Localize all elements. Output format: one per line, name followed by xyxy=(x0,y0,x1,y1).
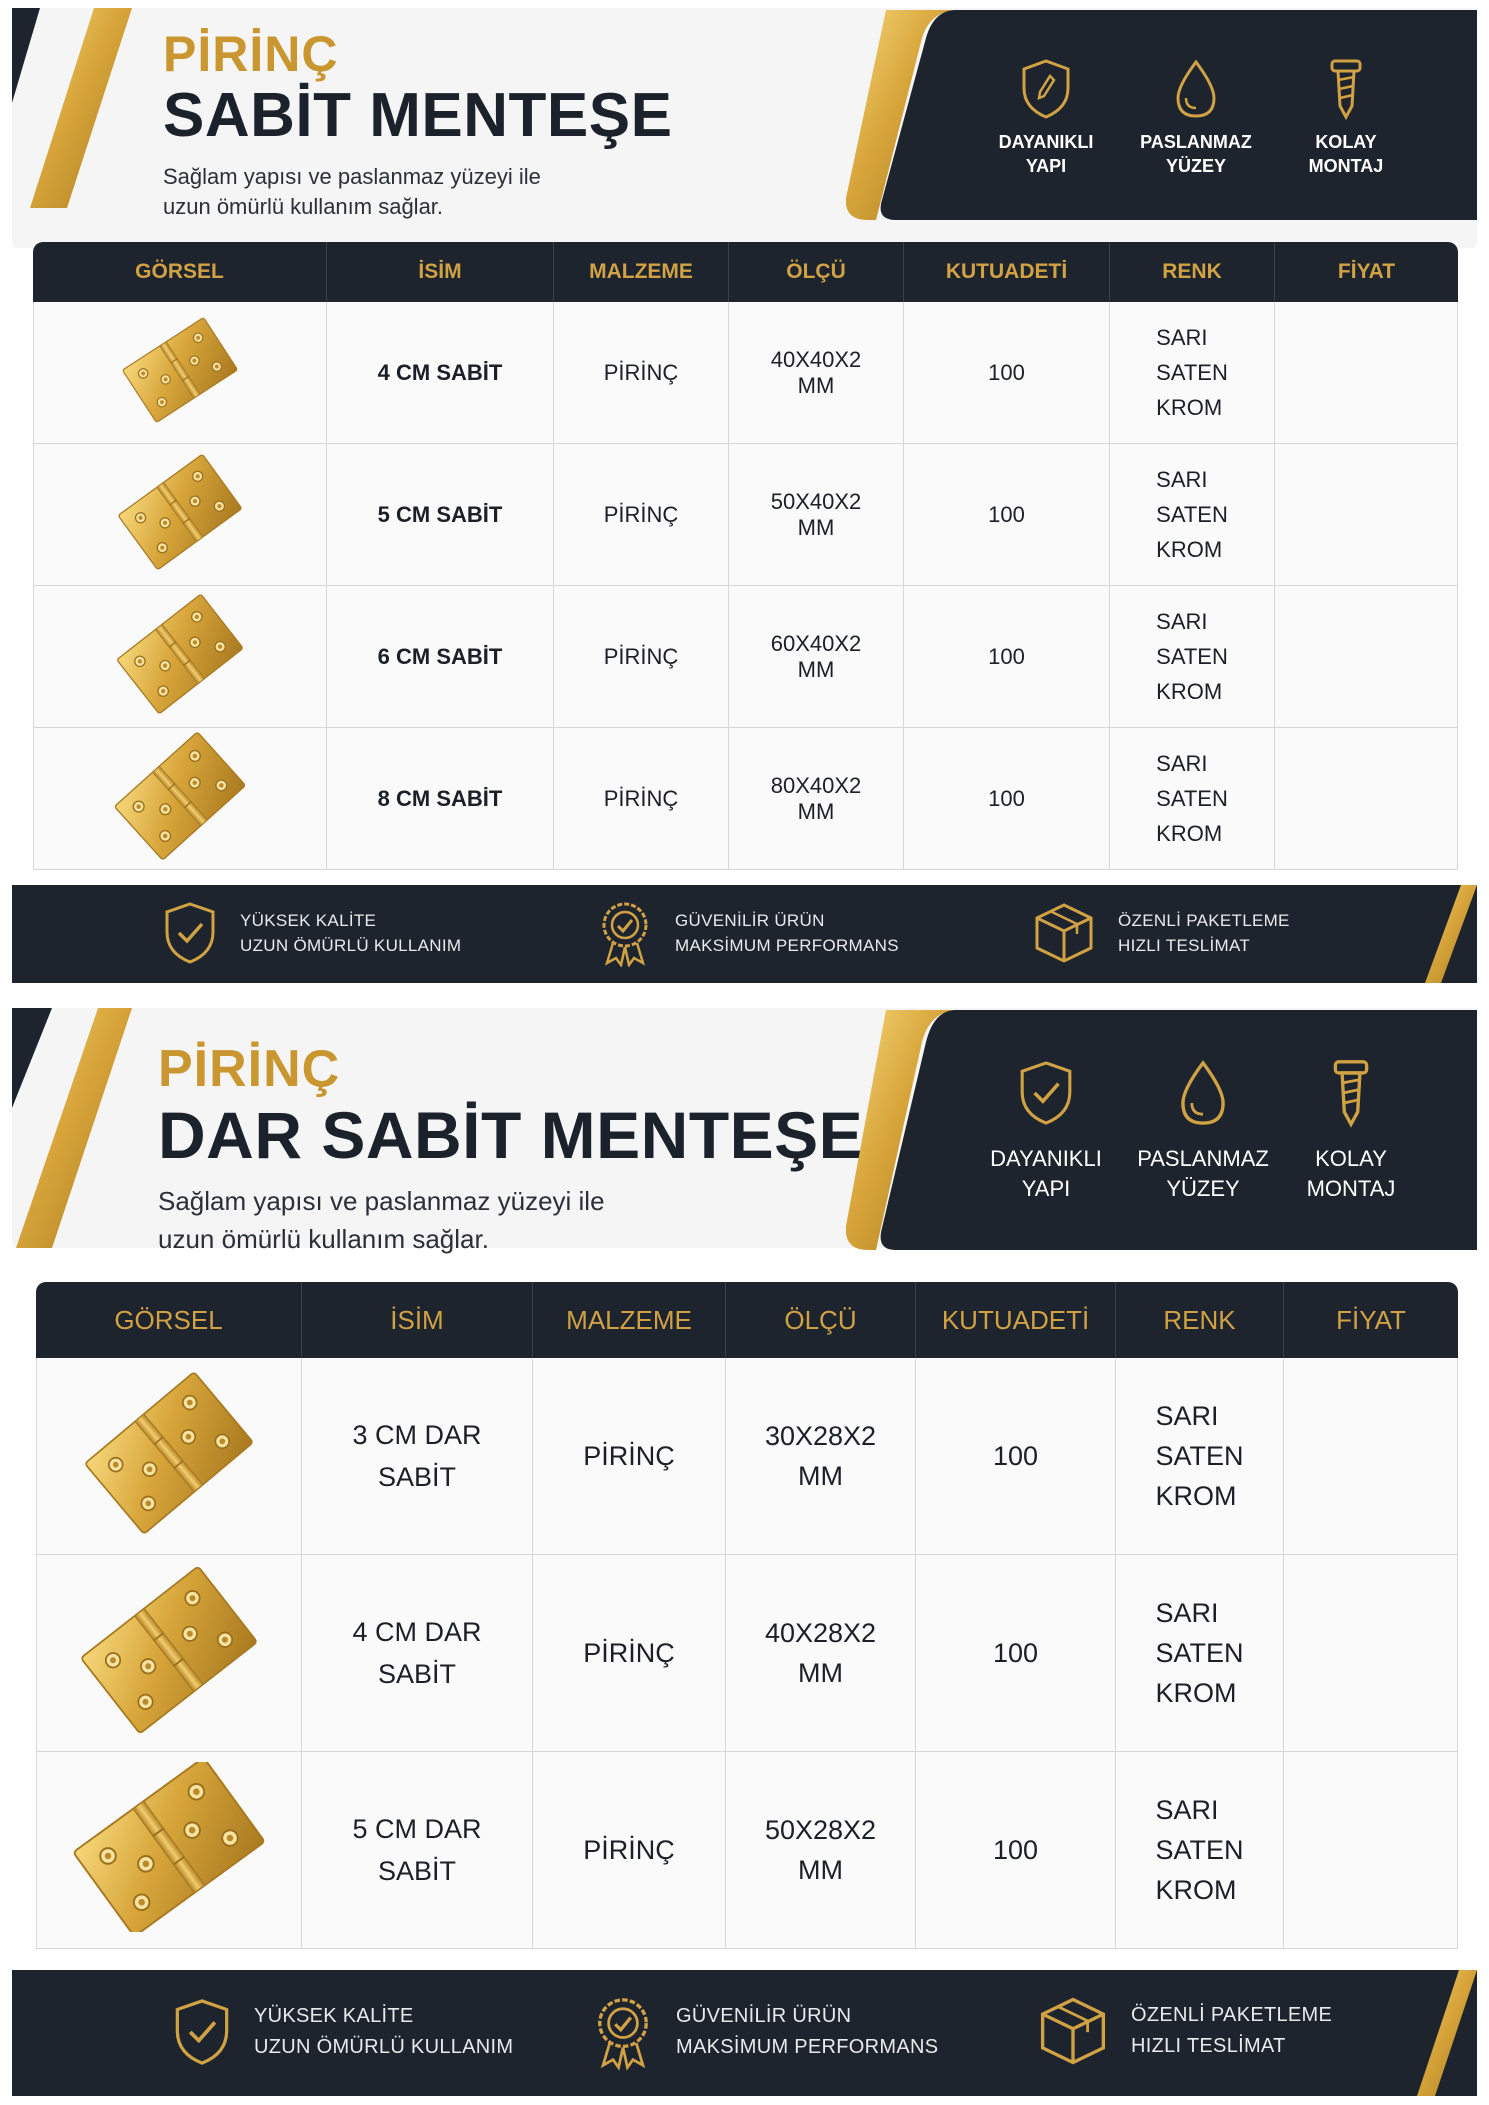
subtitle-line-2: uzun ömürlü kullanım sağlar. xyxy=(163,194,444,219)
product-section-2 xyxy=(0,1000,1489,2105)
product-name: 6 CM SABİT xyxy=(327,586,554,728)
size-line-1: 40X28X2 xyxy=(764,1618,877,1648)
product-material: PİRİNÇ xyxy=(554,586,729,728)
table-header-row xyxy=(36,1282,1458,1358)
bottom-feature-packaging-line1: ÖZENLİ PAKETLEME xyxy=(1131,2004,1333,2026)
header-image: GÖRSEL xyxy=(36,1282,302,1358)
product-price xyxy=(1284,1358,1458,1555)
size-line-1: 30X28X2 xyxy=(764,1421,877,1451)
brass-hinge-image xyxy=(80,310,280,430)
screw-icon xyxy=(1322,1058,1380,1128)
product-colors xyxy=(1116,1358,1284,1555)
color-option: KROM xyxy=(1156,537,1223,562)
brass-hinge-image xyxy=(59,1762,279,1932)
feature-stainless xyxy=(1126,58,1266,178)
page-title: DAR SABİT MENTEŞE xyxy=(158,1098,864,1172)
product-material: PİRİNÇ xyxy=(533,1555,726,1752)
header-name: İSİM xyxy=(327,242,554,302)
header-box-qty: KUTUADETİ xyxy=(916,1282,1116,1358)
product-size xyxy=(726,1752,916,1949)
bottom-features-bar xyxy=(12,1970,1477,2096)
bottom-feature-reliable xyxy=(592,1992,938,2072)
color-option: SARI xyxy=(1155,1598,1219,1628)
brass-hinge-image xyxy=(59,1368,279,1538)
size-line-2: MM xyxy=(798,1855,843,1885)
subtitle xyxy=(163,162,672,222)
shield-check-icon xyxy=(1017,1058,1075,1128)
product-image-cell xyxy=(33,586,327,728)
product-image-cell xyxy=(36,1752,302,1949)
bottom-feature-reliable xyxy=(597,899,899,967)
header-color: RENK xyxy=(1110,242,1275,302)
bottom-feature-reliable-line2: MAKSİMUM PERFORMANS xyxy=(675,936,899,955)
color-option: SATEN xyxy=(1156,644,1228,669)
product-colors xyxy=(1110,728,1275,870)
product-name xyxy=(302,1555,533,1752)
color-option: SATEN xyxy=(1156,360,1228,385)
bottom-feature-reliable-line2: MAKSİMUM PERFORMANS xyxy=(676,2036,939,2058)
color-option: SARI xyxy=(1156,325,1208,350)
product-price xyxy=(1284,1752,1458,1949)
product-colors xyxy=(1110,586,1275,728)
product-name: 5 CM SABİT xyxy=(327,444,554,586)
product-box-qty: 100 xyxy=(916,1555,1116,1752)
subtitle-line-1: Sağlam yapısı ve paslanmaz yüzeyi ile xyxy=(158,1186,605,1216)
feature-durable-line2: YAPI xyxy=(1021,1176,1071,1201)
product-colors xyxy=(1116,1752,1284,1949)
screw-icon xyxy=(1320,58,1372,120)
kicker-text: PİRİNÇ xyxy=(158,1040,341,1098)
subtitle-line-2: uzun ömürlü kullanım sağlar. xyxy=(158,1224,489,1254)
table-row xyxy=(36,1752,1458,1949)
size-line-1: 80X40X2 xyxy=(770,772,862,798)
header-material: MALZEME xyxy=(554,242,729,302)
name-line-1: 5 CM DAR xyxy=(352,1814,482,1844)
product-image-cell xyxy=(33,444,327,586)
size-line-1: 50X40X2 xyxy=(770,488,862,514)
feature-durable-line1: DAYANIKLI xyxy=(990,1146,1102,1171)
product-image-cell xyxy=(36,1555,302,1752)
product-material: PİRİNÇ xyxy=(533,1358,726,1555)
product-image-cell xyxy=(36,1358,302,1555)
product-box-qty: 100 xyxy=(904,728,1110,870)
water-drop-icon xyxy=(1170,58,1222,120)
feature-easy-mount-line1: KOLAY xyxy=(1315,132,1377,152)
page-title: SABİT MENTEŞE xyxy=(163,81,673,150)
bottom-feature-quality-line1: YÜKSEK KALİTE xyxy=(240,911,377,930)
color-option: KROM xyxy=(1156,821,1223,846)
product-name xyxy=(302,1358,533,1555)
color-option: SATEN xyxy=(1155,1441,1244,1471)
product-size xyxy=(729,728,904,870)
product-price xyxy=(1275,728,1458,870)
feature-panel xyxy=(846,8,1477,222)
product-price xyxy=(1275,302,1458,444)
shield-check-icon xyxy=(162,901,218,965)
bottom-feature-reliable-line1: GÜVENİLİR ÜRÜN xyxy=(676,2005,852,2027)
color-option: SARI xyxy=(1156,609,1208,634)
feature-stainless-line1: PASLANMAZ xyxy=(1137,1146,1269,1171)
size-line-2: MM xyxy=(797,656,835,682)
hero-title-block xyxy=(163,26,672,222)
bottom-feature-quality xyxy=(162,901,461,965)
color-option: SARI xyxy=(1156,751,1208,776)
feature-easy-mount xyxy=(1286,58,1406,178)
header-price: FİYAT xyxy=(1275,242,1458,302)
color-option: KROM xyxy=(1155,1678,1237,1708)
bottom-feature-packaging xyxy=(1032,901,1290,965)
product-colors xyxy=(1116,1555,1284,1752)
feature-easy-mount-line2: MONTAJ xyxy=(1306,1176,1396,1201)
package-box-icon xyxy=(1032,901,1096,965)
product-size xyxy=(726,1358,916,1555)
header-box-qty: KUTUADETİ xyxy=(904,242,1110,302)
table-row xyxy=(33,444,1458,586)
color-option: SATEN xyxy=(1156,786,1228,811)
feature-easy-mount-line2: MONTAJ xyxy=(1308,156,1384,176)
water-drop-icon xyxy=(1174,1058,1232,1128)
subtitle-line-1: Sağlam yapısı ve paslanmaz yüzeyi ile xyxy=(163,164,541,189)
color-option: KROM xyxy=(1155,1481,1237,1511)
table-row xyxy=(33,728,1458,870)
kicker-text: PİRİNÇ xyxy=(163,26,339,82)
name-line-1: 4 CM DAR xyxy=(352,1617,482,1647)
product-box-qty: 100 xyxy=(916,1358,1116,1555)
gold-slash-decoration xyxy=(12,1008,132,1248)
color-option: SATEN xyxy=(1155,1638,1244,1668)
bar-gold-accent xyxy=(1417,885,1477,983)
feature-easy-mount-line1: KOLAY xyxy=(1315,1146,1387,1171)
table-header-row xyxy=(33,242,1458,302)
color-option: SARI xyxy=(1155,1795,1219,1825)
product-size xyxy=(729,444,904,586)
product-image-cell xyxy=(33,728,327,870)
table-row xyxy=(33,302,1458,444)
size-line-2: MM xyxy=(797,514,835,540)
shield-check-icon xyxy=(172,1994,232,2070)
hero-title-block xyxy=(158,1040,863,1258)
header-size: ÖLÇÜ xyxy=(726,1282,916,1358)
color-option: KROM xyxy=(1156,395,1223,420)
product-name: 8 CM SABİT xyxy=(327,728,554,870)
feature-durable xyxy=(986,1058,1106,1204)
product-box-qty: 100 xyxy=(904,444,1110,586)
feature-stainless xyxy=(1128,1058,1278,1204)
product-colors xyxy=(1110,444,1275,586)
product-price xyxy=(1284,1555,1458,1752)
product-price xyxy=(1275,444,1458,586)
feature-easy-mount xyxy=(1291,1058,1411,1204)
product-material: PİRİNÇ xyxy=(554,302,729,444)
size-line-1: 40X40X2 xyxy=(770,346,862,372)
color-option: KROM xyxy=(1155,1875,1237,1905)
feature-stainless-line2: YÜZEY xyxy=(1166,1176,1240,1201)
color-option: KROM xyxy=(1156,679,1223,704)
table-row xyxy=(33,586,1458,728)
bottom-features-bar xyxy=(12,885,1477,983)
size-line-2: MM xyxy=(797,372,835,398)
feature-durable-line1: DAYANIKLI xyxy=(998,132,1094,152)
name-line-2: SABİT xyxy=(377,1856,457,1886)
feature-stainless-line1: PASLANMAZ xyxy=(1140,132,1252,152)
size-line-1: 50X28X2 xyxy=(764,1815,877,1845)
product-table-1 xyxy=(33,242,1458,870)
name-line-2: SABİT xyxy=(377,1462,457,1492)
color-option: SARI xyxy=(1156,467,1208,492)
product-material: PİRİNÇ xyxy=(554,728,729,870)
size-line-2: MM xyxy=(798,1658,843,1688)
table-row xyxy=(36,1555,1458,1752)
award-badge-icon xyxy=(597,899,653,967)
product-size xyxy=(729,302,904,444)
header-color: RENK xyxy=(1116,1282,1284,1358)
product-name: 4 CM SABİT xyxy=(327,302,554,444)
table-row xyxy=(36,1358,1458,1555)
package-box-icon xyxy=(1037,1994,1109,2068)
product-material: PİRİNÇ xyxy=(554,444,729,586)
bottom-feature-quality-line2: UZUN ÖMÜRLÜ KULLANIM xyxy=(254,2036,514,2058)
name-line-1: 3 CM DAR xyxy=(352,1420,482,1450)
subtitle xyxy=(158,1182,863,1258)
bottom-feature-reliable-line1: GÜVENİLİR ÜRÜN xyxy=(675,911,825,930)
size-line-1: 60X40X2 xyxy=(770,630,862,656)
product-table-2 xyxy=(36,1282,1458,1949)
product-price xyxy=(1275,586,1458,728)
brass-hinge-image xyxy=(80,452,280,572)
feature-stainless-line2: YÜZEY xyxy=(1165,156,1226,176)
product-material: PİRİNÇ xyxy=(533,1752,726,1949)
header-price: FİYAT xyxy=(1284,1282,1458,1358)
shield-pen-icon xyxy=(1020,58,1072,120)
bottom-feature-quality-line1: YÜKSEK KALİTE xyxy=(254,2005,414,2027)
header-size: ÖLÇÜ xyxy=(729,242,904,302)
bottom-feature-packaging xyxy=(1037,1994,1332,2068)
brass-hinge-image xyxy=(59,1565,279,1735)
bar-gold-accent xyxy=(1407,1970,1477,2096)
color-option: SATEN xyxy=(1156,502,1228,527)
feature-panel xyxy=(846,1008,1477,1252)
product-name xyxy=(302,1752,533,1949)
product-box-qty: 100 xyxy=(916,1752,1116,1949)
header-image: GÖRSEL xyxy=(33,242,327,302)
award-badge-icon xyxy=(592,1992,654,2072)
product-size xyxy=(729,586,904,728)
product-colors xyxy=(1110,302,1275,444)
feature-durable-line2: YAPI xyxy=(1025,156,1067,176)
size-line-2: MM xyxy=(797,798,835,824)
bottom-feature-quality-line2: UZUN ÖMÜRLÜ KULLANIM xyxy=(240,936,462,955)
bottom-feature-quality xyxy=(172,1994,513,2070)
product-size xyxy=(726,1555,916,1752)
color-option: SATEN xyxy=(1155,1835,1244,1865)
name-line-2: SABİT xyxy=(377,1659,457,1689)
bottom-feature-packaging-line2: HIZLI TESLİMAT xyxy=(1131,2035,1286,2057)
bottom-feature-packaging-line1: ÖZENLİ PAKETLEME xyxy=(1118,911,1290,930)
bottom-feature-packaging-line2: HIZLI TESLİMAT xyxy=(1118,936,1251,955)
color-option: SARI xyxy=(1155,1401,1219,1431)
header-material: MALZEME xyxy=(533,1282,726,1358)
feature-durable xyxy=(986,58,1106,178)
product-box-qty: 100 xyxy=(904,302,1110,444)
header-name: İSİM xyxy=(302,1282,533,1358)
product-image-cell xyxy=(33,302,327,444)
brass-hinge-image xyxy=(80,731,280,861)
gold-slash-decoration xyxy=(12,8,132,208)
product-box-qty: 100 xyxy=(904,586,1110,728)
size-line-2: MM xyxy=(798,1461,843,1491)
brass-hinge-image xyxy=(80,594,280,714)
product-section-1 xyxy=(0,0,1489,990)
